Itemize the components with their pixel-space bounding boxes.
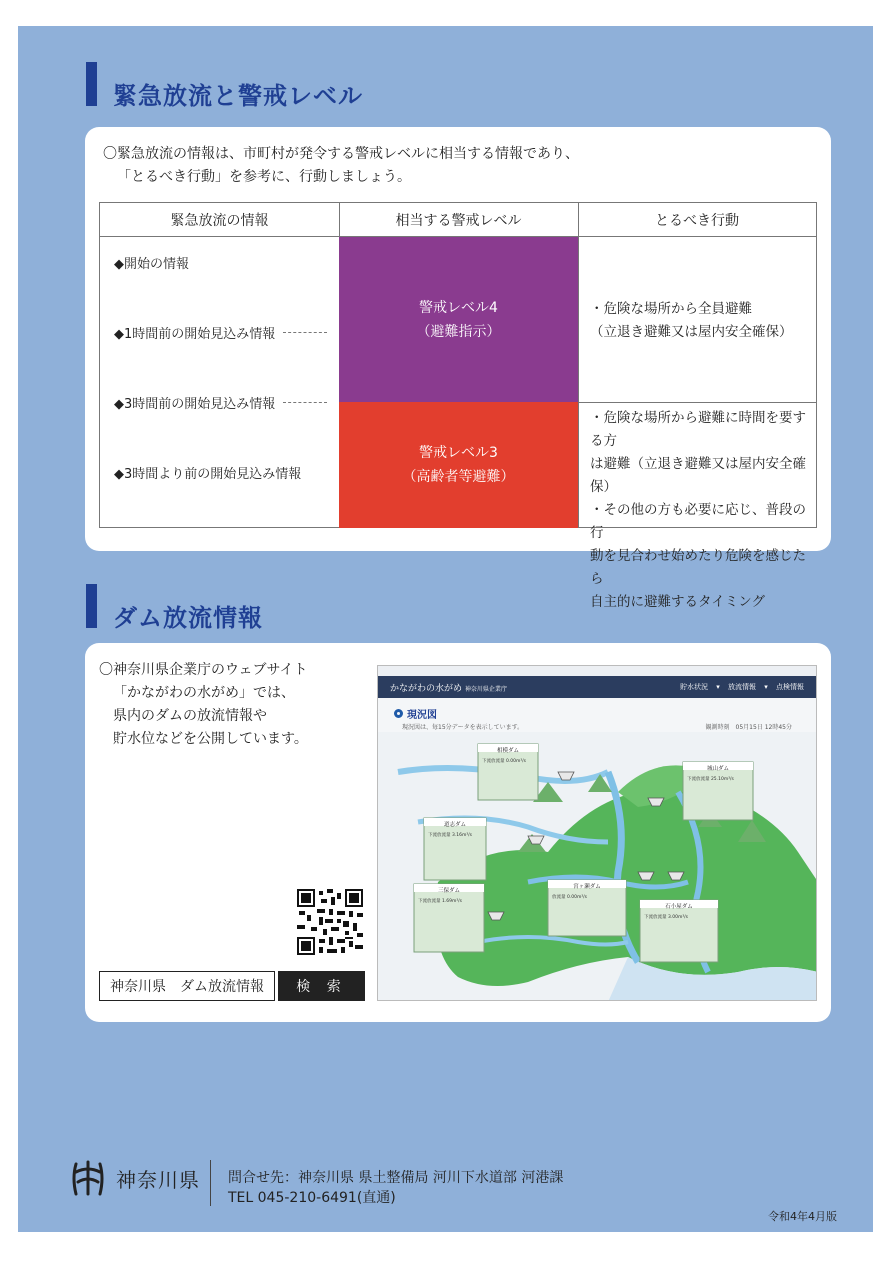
org-name: 神奈川県 [116, 1167, 200, 1192]
action-line: 自主的に避難するタイミング [590, 594, 765, 610]
dam-label: 宮ヶ瀬ダム [573, 884, 601, 890]
dam-flow: 下流放流量 1.69m³/s [418, 899, 463, 904]
info-item: ◆3時間より前の開始見込み情報 [114, 467, 302, 482]
heading-bar [86, 62, 97, 106]
circle-icon [394, 709, 403, 718]
text-line: 県内のダムの放流情報や [113, 708, 267, 724]
site-menu: 貯水状況 ▾ 放流情報 ▾ 点検情報 [680, 683, 804, 691]
dam-map [378, 732, 817, 1001]
action-line: ・危険な場所から避難に時間を要する方 [590, 410, 806, 449]
screenshot-topbar [378, 666, 816, 676]
screenshot-time: 観測時刻 05月15日 12時45分 [705, 724, 792, 731]
intro-line: 〇緊急放流の情報は、市町村が発令する警戒レベルに相当する情報であり、 [103, 146, 579, 162]
dashed-connector [283, 402, 327, 403]
action-line: （立退き避難又は屋内安全確保） [590, 324, 793, 340]
section-title: 緊急放流と警戒レベル [113, 81, 363, 110]
alert-level-table [99, 202, 817, 610]
dashed-connector [283, 332, 327, 333]
info-item: ◆1時間前の開始見込み情報 [114, 323, 327, 342]
contact-line: 問合せ先：神奈川県 県土整備局 河川下水道部 河港課 [228, 1170, 564, 1186]
level-sub: （避難指示） [416, 323, 501, 340]
alert-level-4-cell [339, 237, 578, 402]
alert-level-3-cell [339, 402, 578, 528]
dam-label: 相模ダム [496, 748, 519, 754]
prefecture-emblem-icon [68, 1158, 108, 1198]
dam-info-text [99, 659, 308, 751]
dam-flow: 下流放流量 25.10m³/s [687, 777, 734, 782]
qr-code-icon[interactable] [297, 889, 363, 955]
heading-bar [86, 584, 97, 628]
section-title: ダム放流情報 [113, 603, 263, 632]
action-line: 動を見合わせ始めたり危険を感じたら [590, 548, 806, 587]
search-input[interactable]: 神奈川県 ダム放流情報 [99, 971, 275, 1001]
table-header: とるべき行動 [578, 203, 816, 237]
intro-text [103, 143, 579, 189]
row-divider [578, 402, 816, 403]
section-heading-emergency [86, 62, 363, 110]
info-item: ◆3時間前の開始見込み情報 [114, 393, 327, 412]
action-line: ・その他の方も必要に応じ、普段の行 [590, 502, 806, 541]
screenshot-note: 現況図は、毎15分データを表示しています。 [402, 724, 524, 731]
screenshot-nav [378, 676, 816, 698]
search-button[interactable]: 検 索 [278, 971, 365, 1001]
dam-label: 城山ダム [706, 766, 729, 772]
text-line: 〇神奈川県企業庁のウェブサイト [99, 662, 308, 678]
site-logo: かながわの水がめ 神奈川県企業庁 [390, 683, 507, 694]
section-heading-dam [86, 584, 263, 632]
contact-info [228, 1168, 563, 1208]
dam-flow: 下流放流量 0.00m³/s [482, 759, 527, 764]
level-name: 警戒レベル3 [419, 445, 498, 461]
dam-label: 道志ダム [443, 822, 466, 828]
text-line: 貯水位などを公開しています。 [113, 731, 308, 747]
footer-divider [210, 1160, 211, 1206]
contact-phone: TEL 045-210-6491(直通) [228, 1190, 396, 1206]
edition-label: 令和4年4月版 [768, 1210, 837, 1223]
info-item: ◆開始の情報 [114, 257, 189, 272]
intro-line: 「とるべき行動」を参考に、行動しましょう。 [117, 169, 411, 185]
table-header: 相当する警戒レベル [339, 203, 578, 237]
text-line: 「かながわの水がめ」では、 [113, 685, 295, 701]
dam-info-card [85, 643, 831, 1022]
website-screenshot [377, 665, 817, 1001]
level-name: 警戒レベル4 [419, 299, 498, 316]
emergency-card [85, 127, 831, 610]
dam-label: 三保ダム [437, 888, 460, 894]
action-line: は避難（立退き避難又は屋内安全確保） [590, 456, 806, 495]
action-level-4 [590, 298, 814, 344]
dam-flow: 下流放流量 3.00m³/s [644, 915, 689, 920]
table-header: 緊急放流の情報 [100, 203, 339, 237]
column-divider [578, 203, 579, 527]
dam-label: 石小屋ダム [665, 904, 693, 910]
dam-flow: 放流量 0.00m³/s [552, 895, 588, 900]
level-sub: （高齢者等避難） [402, 469, 515, 485]
action-line: ・危険な場所から全員避難 [590, 301, 752, 317]
prefecture-logo [68, 1158, 200, 1198]
action-level-3 [590, 407, 814, 614]
screenshot-heading: 現況図 [394, 706, 437, 721]
dam-flow: 下流放流量 3.16m³/s [428, 833, 473, 838]
